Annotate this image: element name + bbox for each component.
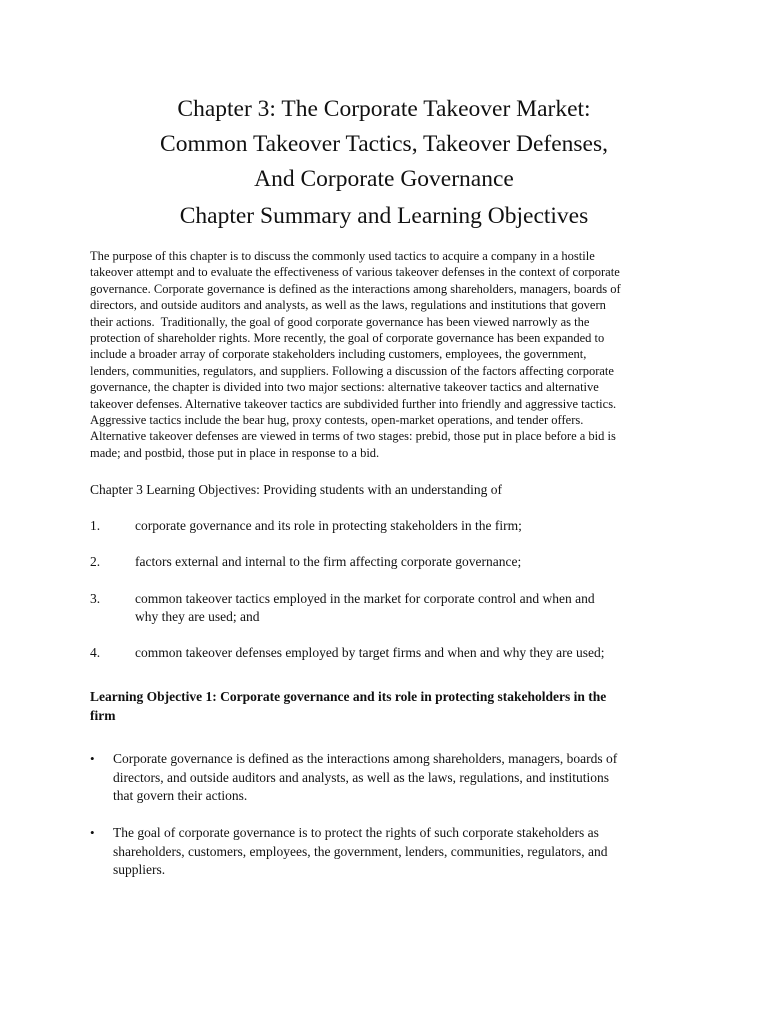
bullet-icon: • <box>90 825 95 840</box>
bullet-line: Corporate governance is defined as the interactions among shareholders, managers, boards of <box>113 751 618 766</box>
summary-line: lenders, communities, regulators, and suppliers. Following a discussion of the factors affecting corporate <box>90 363 614 378</box>
objective-line: why they are used; and <box>135 608 260 624</box>
bullet-line: shareholders, customers, employees, the government, lenders, communities, regulators, and <box>113 843 608 859</box>
objective-line: common takeover tactics employed in the market for corporate control and when and <box>135 591 595 606</box>
heading-line: firm <box>90 707 116 723</box>
bullet-line: directors, and outside auditors and analysts, as well as the laws, regulations, and institutions <box>113 769 610 785</box>
objectives-intro: Chapter 3 Learning Objectives: Providing students with an understanding of <box>90 482 503 497</box>
bullet-line: that govern their actions. <box>113 788 248 803</box>
objective-text <box>135 517 695 535</box>
chapter-title <box>0 92 768 197</box>
section-subtitle: Chapter Summary and Learning Objectives <box>179 203 589 229</box>
objective-line: factors external and internal to the firm affecting corporate governance; <box>135 554 522 569</box>
bullet-text <box>113 824 693 880</box>
learning-objective-heading <box>90 688 690 725</box>
objective-text <box>135 553 695 571</box>
summary-line: takeover attempt and to evaluate the effectiveness of various takeover defenses in the context of corporate <box>90 265 620 280</box>
summary-line: governance, the chapter is divided into two major sections: alternative takeover tactics and alternative <box>90 380 599 395</box>
objective-number: 3. <box>90 591 101 606</box>
objective-number: 2. <box>90 554 101 569</box>
summary-line: their actions. Traditionally, the goal of good corporate governance has been viewed narrowly as the <box>90 314 590 329</box>
summary-line: Aggressive tactics include the bear hug, proxy contests, open-market operations, and tender offers. <box>90 413 584 428</box>
objective-line: corporate governance and its role in protecting stakeholders in the firm; <box>135 518 522 533</box>
objective-number: 1. <box>90 518 101 533</box>
summary-line: takeover defenses. Alternative takeover tactics are subdivided further into friendly and aggressive tactics. <box>90 396 617 411</box>
chapter-title-line: And Corporate Governance <box>254 166 514 192</box>
summary-line: include a broader array of corporate stakeholders including customers, employees, the government, <box>90 347 587 362</box>
summary-line: protection of shareholder rights. More recently, the goal of corporate governance has been expanded to <box>90 331 605 346</box>
heading-line: Learning Objective 1: Corporate governance and its role in protecting stakeholders in the <box>90 689 607 704</box>
chapter-summary-paragraph <box>90 248 690 461</box>
bullet-line: suppliers. <box>113 862 166 877</box>
summary-line: governance. Corporate governance is defined as the interactions among shareholders, managers, boards of <box>90 281 621 296</box>
bullet-line: The goal of corporate governance is to protect the rights of such corporate stakeholders as <box>113 825 599 840</box>
summary-line: The purpose of this chapter is to discuss the commonly used tactics to acquire a company in a hostile <box>90 249 595 263</box>
objective-text <box>135 590 695 625</box>
objective-text <box>135 644 695 662</box>
bullet-icon: • <box>90 751 95 766</box>
summary-line: Alternative takeover defenses are viewed in terms of two stages: prebid, those put in place before a bid is <box>90 429 616 444</box>
summary-line: made; and postbid, those put in place in response to a bid. <box>90 445 380 460</box>
objective-line: common takeover defenses employed by target firms and when and why they are used; <box>135 645 605 660</box>
bullet-text <box>113 750 693 806</box>
chapter-title-line: Chapter 3: The Corporate Takeover Market: <box>177 96 591 122</box>
summary-line: directors, and outside auditors and analysts, as well as the laws, regulations and institutions that govern <box>90 298 606 313</box>
objective-number: 4. <box>90 645 101 660</box>
chapter-title-line: Common Takeover Tactics, Takeover Defenses, <box>160 131 608 157</box>
